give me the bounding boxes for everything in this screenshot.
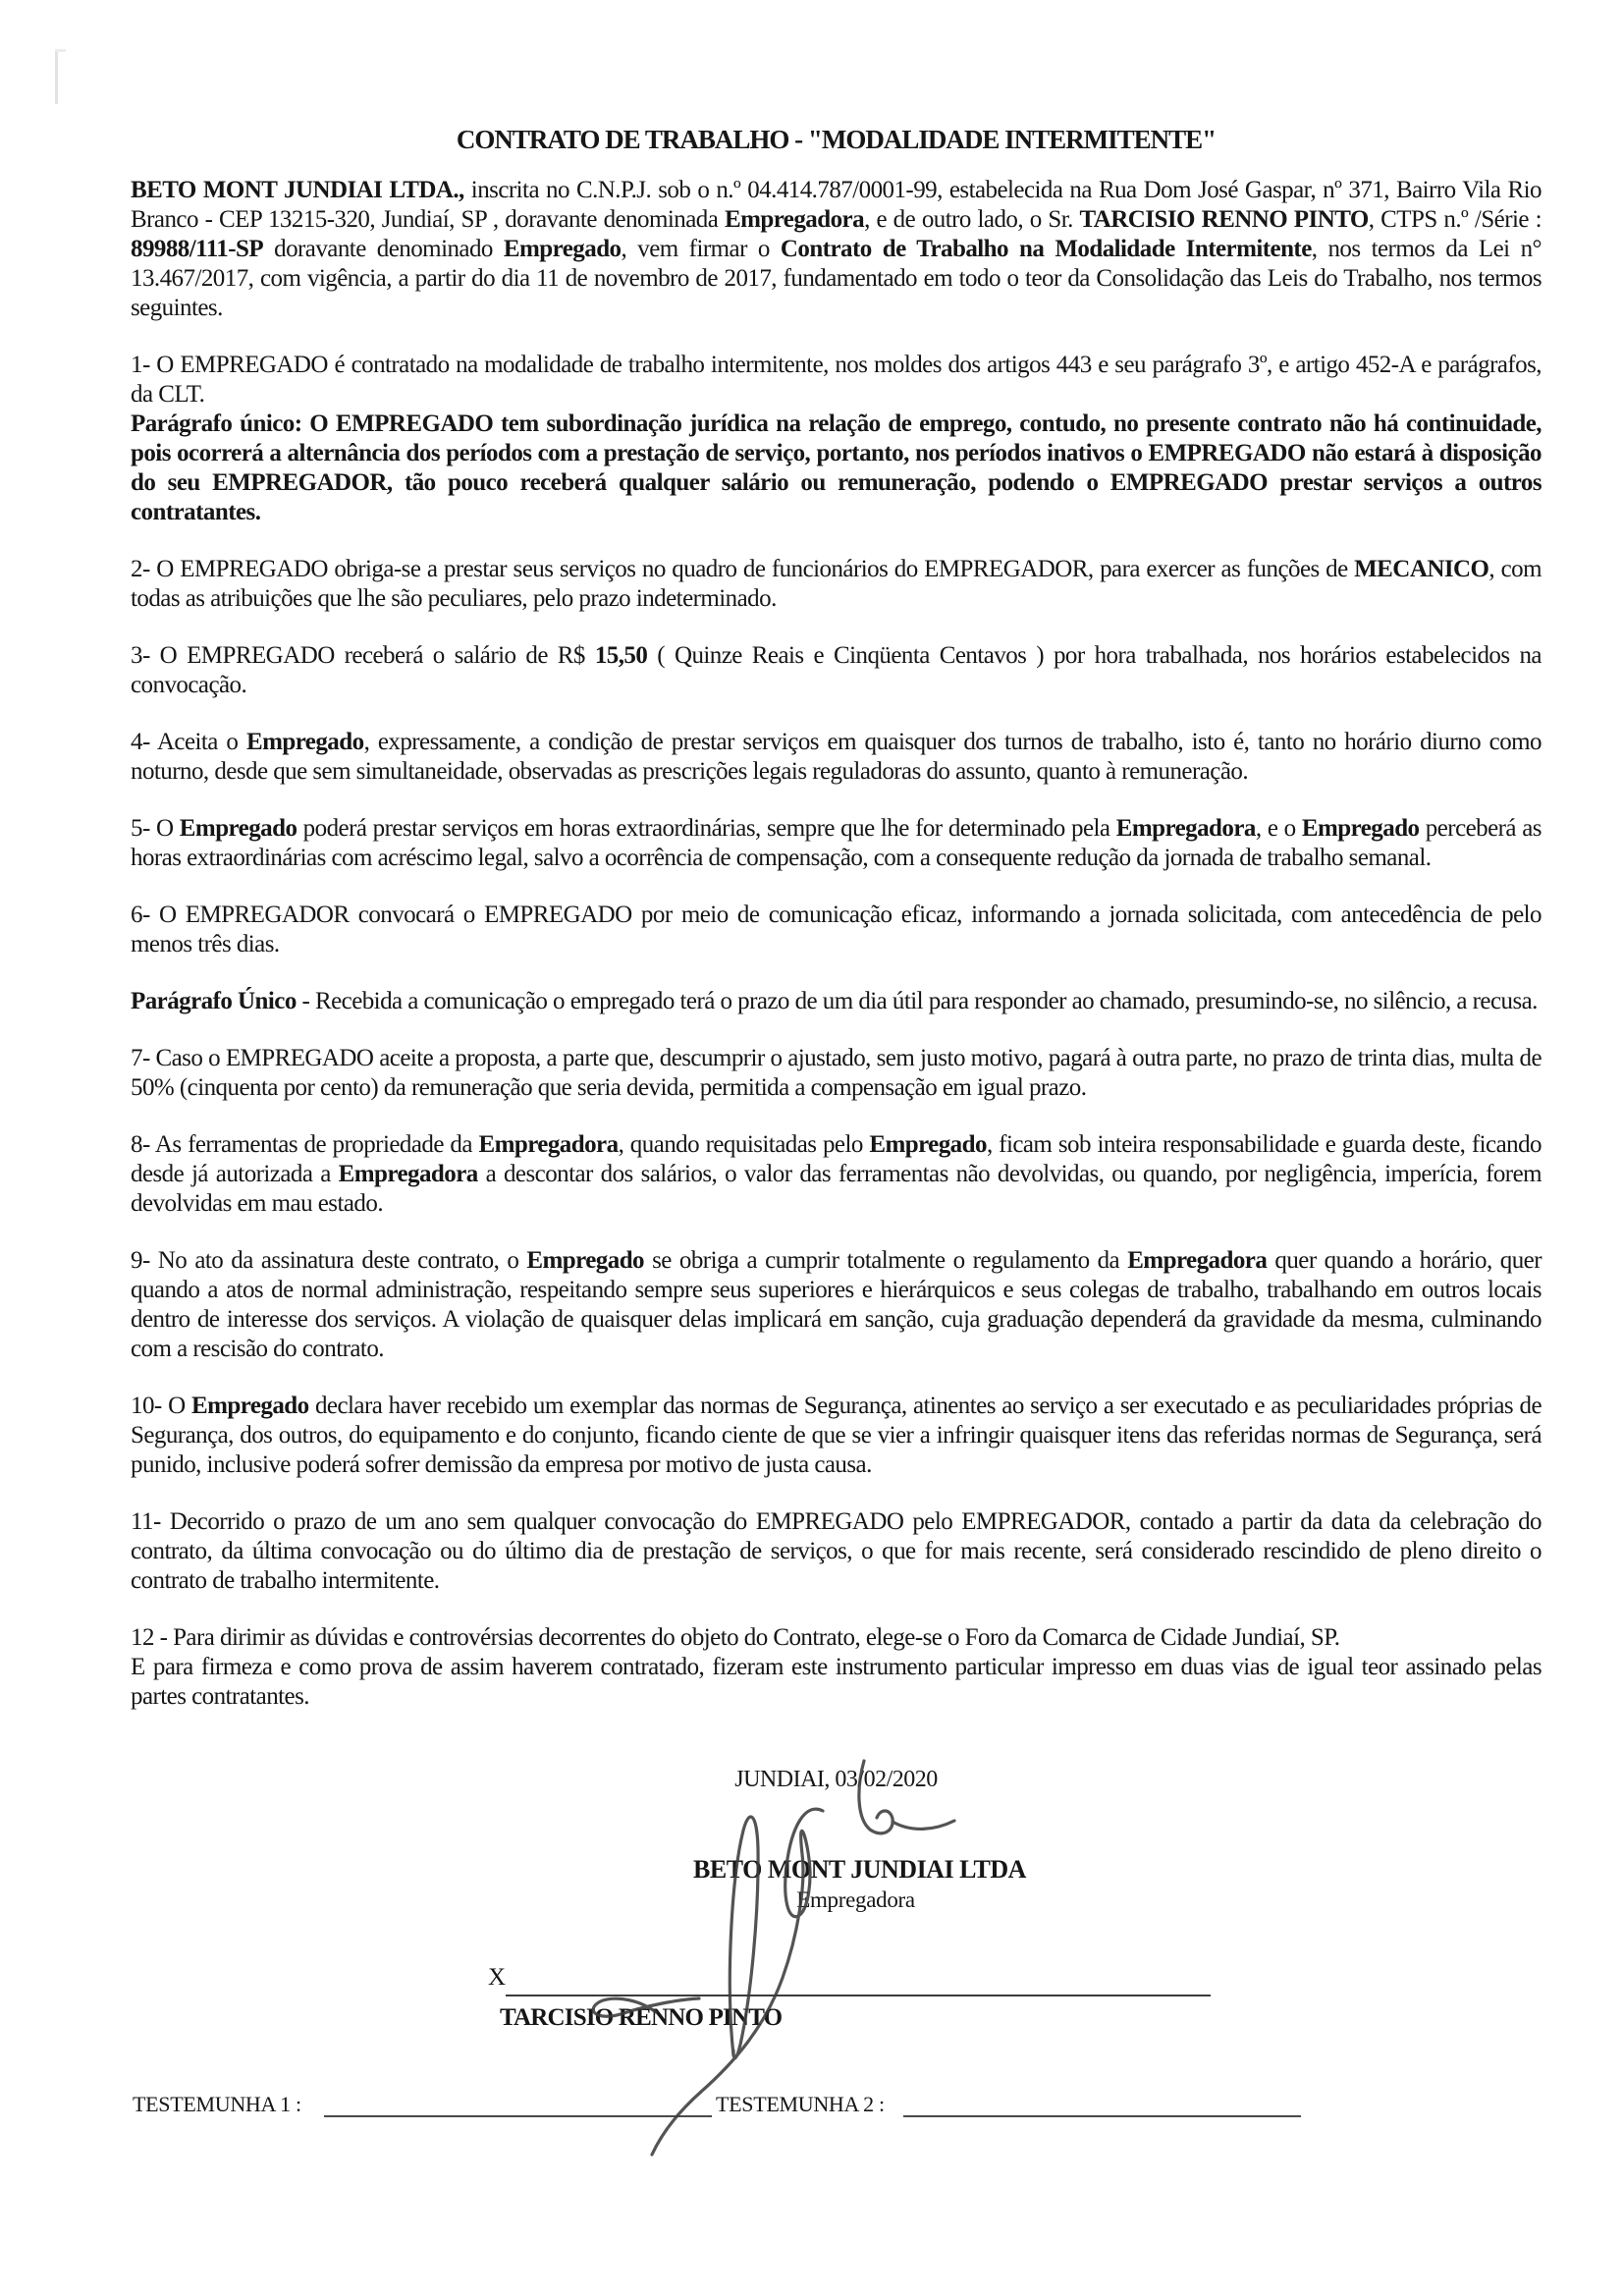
- witness1-label: TESTEMUNHA 1 :: [133, 2092, 301, 2116]
- employee-name: TARCISIO RENNO PINTO: [500, 2004, 783, 2031]
- clause-5: 5- O Empregado poderá prestar serviços em horas extraordinárias, sempre que lhe for determinado pela Empregadora, e o Empregado perceberá as horas extraordinárias com acréscimo legal, salvo a ocorrência de compensação, com a consequente redução da jornada de trabalho semanal.: [131, 815, 1542, 871]
- intro-paragraph: BETO MONT JUNDIAI LTDA., inscrita no C.N.P.J. sob o n.º 04.414.787/0001-99, estabelecida na Rua Dom José Gaspar, nº 371, Bairro Vila Rio Branco - CEP 13215-320, Jundiaí, SP , doravante denominada Empregadora, e de outro lado, o Sr. TARCISIO RENNO PINTO, CTPS n.º /Série : 89988/111-SP doravante denominado Empregado, vem firmar o Contrato de Trabalho na Modalidade Intermitente, nos termos da Lei n° 13.467/2017, com vigência, a partir do dia 11 de novembro de 2017, fundamentado em todo o teor da Consolidação das Leis do Trabalho, nos termos seguintes.: [131, 177, 1542, 321]
- witness2-label: TESTEMUNHA 2 :: [716, 2092, 885, 2116]
- clause-10: 10- O Empregado declara haver recebido um exemplar das normas de Segurança, atinentes ao serviço a ser executado e as peculiaridades próprias de Segurança, dos outros, do equipamento e do conjunto, ficando ciente de que se vier a infringir quaisquer itens das referidas normas de Segurança, será punido, inclusive poderá sofrer demissão da empresa por motivo de justa causa.: [131, 1393, 1542, 1478]
- closing-statement: E para firmeza e como prova de assim haverem contratado, fizeram este instrumento particular impresso em duas vias de igual teor assinado pelas partes contratantes.: [131, 1654, 1542, 1710]
- clause-1: 1- O EMPREGADO é contratado na modalidade de trabalho intermitente, nos moldes dos artigos 443 e seu parágrafo 3º, e artigo 452-A e parágrafos, da CLT.: [131, 352, 1542, 408]
- clause-11: 11- Decorrido o prazo de um ano sem qualquer convocação do EMPREGADO pelo EMPREGADOR, contado a partir da data da celebração do contrato, da última convocação ou do último dia de prestação de serviços, o que for mais recente, será considerado rescindido de pleno direito o contrato de trabalho intermitente.: [131, 1508, 1542, 1594]
- clause-7: 7- Caso o EMPREGADO aceite a proposta, a parte que, descumprir o ajustado, sem justo motivo, pagará à outra parte, no prazo de trinta dias, multa de 50% (cinquenta por cento) da remuneração que seria devida, permitida a compensação em igual prazo.: [131, 1045, 1542, 1101]
- clause-1-sole-paragraph: Parágrafo único: O EMPREGADO tem subordinação jurídica na relação de emprego, contudo, no presente contrato não há continuidade, pois ocorrerá a alternância dos períodos com a prestação de serviço, portanto, nos períodos inativos o EMPREGADO não estará à disposição do seu EMPREGADOR, tão pouco receberá qualquer salário ou remuneração, podendo o EMPREGADO prestar serviços a outros contratantes.: [131, 410, 1542, 525]
- signature-stroke-right-hook: [859, 1761, 893, 1833]
- signature-stroke-left-spike: [730, 1817, 758, 2058]
- scan-artifact-mark: [55, 49, 70, 104]
- employer-name: BETO MONT JUNDIAI LTDA: [693, 1855, 1026, 1884]
- signature-x-label: X: [488, 1964, 507, 1991]
- clause-2: 2- O EMPREGADO obriga-se a prestar seus serviços no quadro de funcionários do EMPREGADOR, para exercer as funções de MECANICO, com todas as atribuições que lhe são peculiares, pelo prazo indeterminado.: [131, 556, 1542, 612]
- employer-role-label: Empregadora: [796, 1887, 915, 1912]
- clause-12: 12 - Para dirimir as dúvidas e controvérsias decorrentes do objeto do Contrato, elege-se o Foro da Comarca de Cidade Jundiaí, SP.: [131, 1624, 1340, 1651]
- witness2-signature-line: [903, 2115, 1301, 2117]
- witness1-signature-line: [324, 2115, 712, 2117]
- clause-4: 4- Aceita o Empregado, expressamente, a condição de prestar serviços em quaisquer dos turnos de trabalho, isto é, tanto no horário diurno como noturno, desde que sem simultaneidade, observadas as prescrições legais reguladoras do assunto, quanto à remuneração.: [131, 729, 1542, 785]
- employee-signature-line: [506, 1995, 1211, 1996]
- clause-8: 8- As ferramentas de propriedade da Empregadora, quando requisitadas pelo Empregado, ficam sob inteira responsabilidade e guarda deste, ficando desde já autorizada a Empregadora a descontar dos salários, o valor das ferramentas não devolvidas, ou quando, por negligência, imperícia, forem devolvidas em mau estado.: [131, 1131, 1542, 1217]
- signature-stroke-right-wisp: [893, 1821, 954, 1829]
- signature-stroke-line-flourish: [593, 1998, 699, 2016]
- clause-6: 6- O EMPREGADOR convocará o EMPREGADO por meio de comunicação eficaz, informando a jornada solicitada, com antecedência de pelo menos três dias.: [131, 902, 1542, 957]
- signature-stroke-center-loop-tail: [652, 1809, 823, 2155]
- place-date-line: JUNDIAI, 03/02/2020: [734, 1767, 938, 1792]
- clause-3: 3- O EMPREGADO receberá o salário de R$ 15,50 ( Quinze Reais e Cinqüenta Centavos ) por hora trabalhada, nos horários estabelecidos na convocação.: [131, 642, 1542, 698]
- document-title: CONTRATO DE TRABALHO - "MODALIDADE INTERMITENTE": [456, 125, 1217, 154]
- clause-6-sole-paragraph: Parágrafo Único - Recebida a comunicação o empregado terá o prazo de um dia útil para responder ao chamado, presumindo-se, no silêncio, a recusa.: [131, 988, 1538, 1014]
- clause-9: 9- No ato da assinatura deste contrato, o Empregado se obriga a cumprir totalmente o regulamento da Empregadora quer quando a horário, quer quando a atos de normal administração, respeitando sempre seus superiores e hierárquicos e seus colegas de trabalho, trabalhando em outros locais dentro de interesse dos serviços. A violação de quaisquer delas implicará em sanção, cuja graduação dependerá da gravidade da mesma, culminando com a rescisão do contrato.: [131, 1247, 1542, 1362]
